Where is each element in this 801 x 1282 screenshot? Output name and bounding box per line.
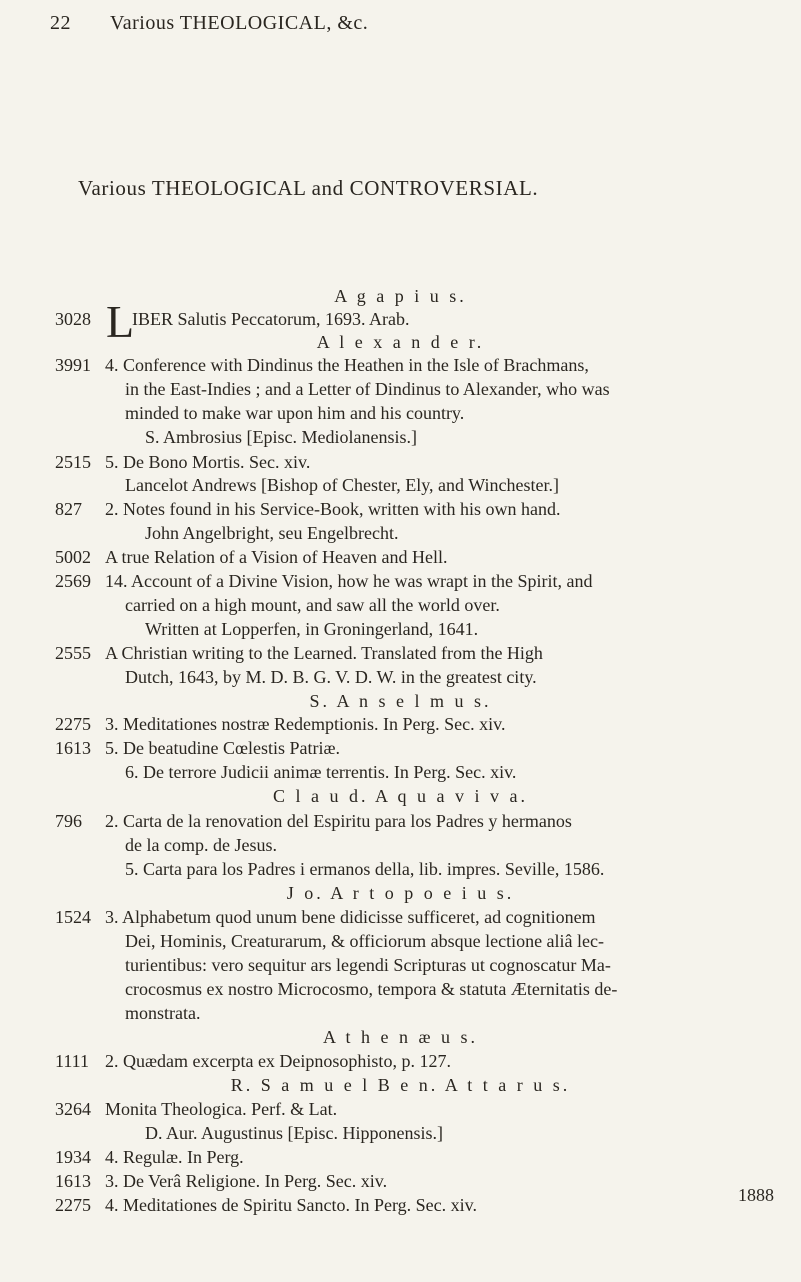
entry-text: D. Aur. Augustinus [Episc. Hipponensis.] <box>145 1123 444 1143</box>
entry-text: C l a u d. A q u a v i v a. <box>273 786 528 806</box>
entry-text: A Christian writing to the Learned. Translated from the High <box>105 643 543 663</box>
page-number: 22 <box>50 12 71 34</box>
entry-text: 5. De beatudine Cœlestis Patriæ. <box>105 738 340 758</box>
entry-text: turientibus: vero sequitur ars legendi Scripturas ut cognoscatur Ma- <box>125 955 611 975</box>
entry-text: Lancelot Andrews [Bishop of Chester, Ely, and Winchester.] <box>125 475 559 495</box>
entry-text: 4. Conference with Dindinus the Heathen in the Isle of Brachmans, <box>105 355 589 375</box>
section-title: Various THEOLOGICAL and CONTROVERSIAL. <box>78 176 539 200</box>
entry-text: 2. Quædam excerpta ex Deipnosophisto, p. 127. <box>105 1051 451 1071</box>
entry-text: A g a p i u s. <box>334 286 467 306</box>
drop-cap: L <box>106 296 135 347</box>
entry-text: carried on a high mount, and saw all the world over. <box>125 595 500 615</box>
entry-text: R. S a m u e l B e n. A t t a r u s. <box>230 1075 571 1095</box>
entry-text: A true Relation of a Vision of Heaven and Hell. <box>105 547 448 567</box>
lot-number: 1613 <box>55 738 91 758</box>
entry-text: in the East-Indies ; and a Letter of Dindinus to Alexander, who was <box>125 379 610 399</box>
entry-text: 6. De terrore Judicii animæ terrentis. In Perg. Sec. xiv. <box>125 762 517 782</box>
lot-number: 5002 <box>55 547 91 567</box>
entry-text: A t h e n æ u s. <box>322 1027 478 1047</box>
lot-number: 2515 <box>55 452 91 472</box>
lot-number: 2555 <box>55 643 91 663</box>
entry-text: Dutch, 1643, by M. D. B. G. V. D. W. in the greatest city. <box>125 667 537 687</box>
lot-number: 3264 <box>55 1099 91 1119</box>
entry-text: Written at Lopperfen, in Groningerland, 1641. <box>145 619 479 639</box>
entry-text: de la comp. de Jesus. <box>125 835 277 855</box>
running-head <box>50 12 770 35</box>
entry-text: S. Ambrosius [Episc. Mediolanensis.] <box>145 427 417 447</box>
lot-number: 1613 <box>55 1171 91 1191</box>
catchword: 1888 <box>738 1185 774 1205</box>
entry-text: 5. De Bono Mortis. Sec. xiv. <box>105 452 311 472</box>
entry-text: Monita Theologica. Perf. & Lat. <box>105 1099 338 1119</box>
entry-text: A l e x a n d e r. <box>316 332 485 352</box>
entry-text: John Angelbright, seu Engelbrecht. <box>145 523 399 543</box>
lot-number: 827 <box>55 499 82 519</box>
lot-number: 796 <box>55 811 82 831</box>
entry-text: 3. De Verâ Religione. In Perg. Sec. xiv. <box>105 1171 388 1191</box>
entry-text: 14. Account of a Divine Vision, how he was wrapt in the Spirit, and <box>105 571 593 591</box>
entry-text: S. A n s e l m u s. <box>309 691 492 711</box>
entry-text: 4. Meditationes de Spiritu Sancto. In Perg. Sec. xiv. <box>105 1195 477 1215</box>
lot-number: 2275 <box>55 1195 91 1215</box>
lot-number: 1111 <box>55 1051 89 1071</box>
entry-text: IBER Salutis Peccatorum, 1693. Arab. <box>132 309 410 329</box>
entry-text: 2. Carta de la renovation del Espiritu para los Padres y hermanos <box>105 811 572 831</box>
lot-number: 3991 <box>55 355 91 375</box>
entry-text: 5. Carta para los Padres i ermanos della, lib. impres. Seville, 1586. <box>125 859 605 879</box>
entry-text: 4. Regulæ. In Perg. <box>105 1147 244 1167</box>
entry-text: crocosmus ex nostro Microcosmo, tempora & statuta Æternitatis de- <box>125 979 618 999</box>
entry-text: monstrata. <box>125 1003 201 1023</box>
entry-text: Dei, Hominis, Creaturarum, & officiorum absque lectione aliâ lec- <box>125 931 605 951</box>
lot-number: 2275 <box>55 714 91 734</box>
lot-number: 2569 <box>55 571 91 591</box>
entry-text: J o. A r t o p o e i u s. <box>286 883 515 903</box>
running-title: Various THEOLOGICAL, &c. <box>110 12 369 34</box>
entry-text: 2. Notes found in his Service-Book, written with his own hand. <box>105 499 561 519</box>
entry-text: minded to make war upon him and his country. <box>125 403 465 423</box>
entry-text: 3. Meditationes nostræ Redemptionis. In Perg. Sec. xiv. <box>105 714 506 734</box>
entry-text: 3. Alphabetum quod unum bene didicisse sufficeret, ad cognitionem <box>105 907 596 927</box>
lot-number: 3028 <box>55 309 91 329</box>
lot-number: 1524 <box>55 907 91 927</box>
lot-number: 1934 <box>55 1147 91 1167</box>
